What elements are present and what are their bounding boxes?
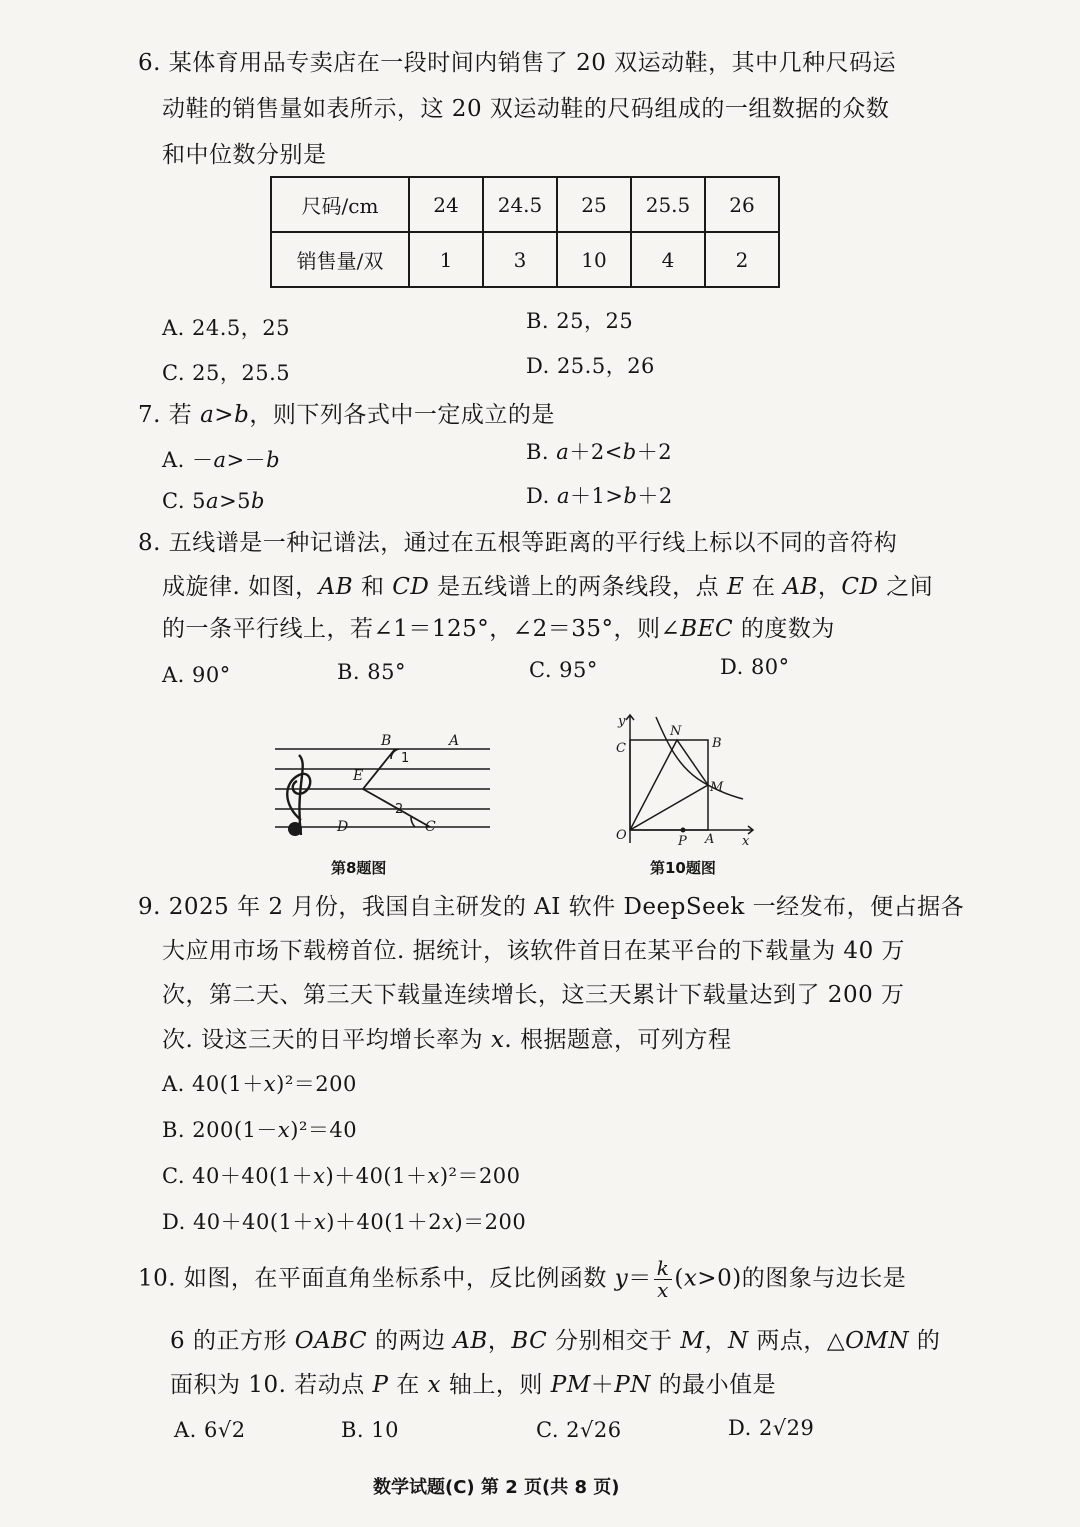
q9-text: )＋40(1＋2	[326, 1210, 443, 1234]
point-p	[681, 828, 686, 833]
q9-option-b: B. 200(1－x)²＝40	[162, 1118, 358, 1142]
label-o: O	[616, 828, 627, 843]
table-cell: 24	[409, 177, 483, 232]
note-head-icon	[288, 822, 302, 836]
label-e: E	[353, 768, 364, 784]
treble-clef-icon	[287, 755, 310, 835]
q8-text: 之间	[878, 574, 934, 600]
table-cell: 4	[631, 232, 705, 287]
q6-option-c: C. 25，25.5	[162, 361, 291, 385]
q10-text: 轴上，则	[441, 1372, 551, 1398]
q9-text: . 根据题意，可列方程	[504, 1027, 732, 1053]
q7-option-d-label: D.	[526, 484, 557, 508]
label-a: A	[705, 832, 715, 847]
figure-8-staff	[265, 725, 495, 845]
figure-10-caption: 第10题图	[650, 859, 716, 877]
square-oabc	[630, 740, 708, 830]
label-n: N	[670, 724, 682, 739]
q10-text: 的两边	[367, 1328, 454, 1354]
q8-option-b: B. 85°	[337, 660, 407, 684]
q9-stem-line1: 9. 2025 年 2 月份，我国自主研发的 AI 软件 DeepSeek 一经发布，便占据各	[138, 894, 965, 920]
table-cell: 10	[557, 232, 631, 287]
q9-text: )＋40(1＋	[325, 1164, 428, 1188]
label-b: B	[712, 736, 722, 751]
q8-option-a: A. 90°	[162, 663, 231, 687]
q9-stem-line4: 次. 设这三天的日平均增长率为 x. 根据题意，可列方程	[162, 1027, 732, 1053]
q9-text: 次. 设这三天的日平均增长率为	[162, 1027, 491, 1053]
q9-text: )＝200	[454, 1210, 527, 1234]
q7-stem: 7. 若 a>b，则下列各式中一定成立的是	[138, 402, 555, 428]
q7-option-a-label: A.	[162, 448, 193, 472]
fraction-k-over-x: $\frac{k}{x}$	[654, 1258, 673, 1301]
label-m: M	[710, 780, 724, 795]
q10-text: 分别相交于	[547, 1328, 681, 1354]
q9-option-a: A. 40(1＋x)²＝200	[162, 1072, 357, 1096]
q8-text: 成旋律. 如图，	[162, 574, 319, 600]
q10-text: 的最小值是	[650, 1372, 777, 1398]
q7-stem-pre: 7. 若	[138, 402, 201, 428]
q8-option-c: C. 95°	[529, 658, 598, 682]
q10-stem-line2: 6 的正方形 OABC 的两边 AB，BC 分别相交于 M，N 两点，△OMN 的	[170, 1328, 941, 1354]
q10-option-a: A. 6√2	[174, 1418, 246, 1442]
q9-text: )²＝200	[439, 1164, 521, 1188]
q10-option-b: B. 10	[341, 1418, 400, 1442]
q9-option-d: D. 40＋40(1＋x)＋40(1＋2x)＝200	[162, 1210, 527, 1234]
label-b: B	[381, 733, 392, 749]
table-cell: 26	[705, 177, 779, 232]
q7-option-b-label: B.	[526, 440, 557, 464]
q9-text: )²＝40	[290, 1118, 358, 1142]
table-cell: 25	[557, 177, 631, 232]
label-y: y	[618, 714, 626, 729]
q10-text: 面积为 10. 若动点	[170, 1372, 373, 1398]
q10-text: 两点，△	[748, 1328, 846, 1354]
table-cell: 25.5	[631, 177, 705, 232]
q9-text: B. 200(1－	[162, 1118, 278, 1142]
label-p: P	[678, 834, 687, 849]
angle-1-arc	[391, 749, 399, 759]
table-cell: 2	[705, 232, 779, 287]
q6-stem-line2: 动鞋的销售量如表所示，这 20 双运动鞋的尺码组成的一组数据的众数	[162, 96, 890, 122]
q7-option-d: D. a＋1>b＋2	[526, 484, 673, 508]
q8-stem-line3: 的一条平行线上，若∠1＝125°，∠2＝35°，则∠BEC 的度数为	[162, 616, 835, 642]
label-c: C	[425, 819, 436, 835]
q6-stem-line1: 6. 某体育用品专卖店在一段时间内销售了 20 双运动鞋，其中几种尺码运	[138, 50, 897, 76]
q10-stem-line1: 10. 如图，在平面直角坐标系中，反比例函数 y＝ $\frac{k}{x}$ (x>0)的图象与边长是	[138, 1256, 907, 1302]
table-row	[271, 232, 779, 287]
q9-stem-line3: 次，第二天、第三天下载量连续增长，这三天累计下载量达到了 200 万	[162, 982, 905, 1008]
q7-option-c-label: C.	[162, 489, 193, 513]
q10-option-c: C. 2√26	[536, 1418, 622, 1442]
figure-10-plot	[598, 705, 758, 855]
q7-option-c: C. 5a>5b	[162, 489, 265, 513]
q6-option-b: B. 25，25	[526, 309, 634, 333]
figure-8-caption: 第8题图	[331, 859, 387, 877]
label-a: A	[449, 733, 460, 749]
triangle-omn	[630, 740, 708, 830]
label-x: x	[742, 834, 750, 849]
q10-text: 在	[388, 1372, 428, 1398]
q8-option-d: D. 80°	[720, 655, 790, 679]
q10-text: 10. 如图，在平面直角坐标系中，反比例函数	[138, 1265, 615, 1292]
q10-text: 的图象与边长是	[741, 1265, 907, 1292]
q10-text: 的	[909, 1328, 941, 1354]
q9-text: D. 40＋40(1＋	[162, 1210, 314, 1234]
table-cell: 3	[483, 232, 557, 287]
label-angle-2: 2	[395, 802, 404, 817]
table-header-count: 销售量/双	[271, 232, 409, 287]
q8-text: 在	[744, 574, 784, 600]
q7-option-b: B. a＋2<b＋2	[526, 440, 673, 464]
q10-text: ，	[704, 1328, 728, 1354]
q10-option-d: D. 2√29	[728, 1416, 815, 1440]
table-row	[271, 177, 779, 232]
label-c: C	[616, 741, 626, 756]
q7-stem-post: ，则下列各式中一定成立的是	[249, 402, 555, 428]
table-cell: 24.5	[483, 177, 557, 232]
q8-stem-line2: 成旋律. 如图，AB 和 CD 是五线谱上的两条线段，点 E 在 AB，CD 之间	[162, 574, 934, 600]
q8-stem-line1: 8. 五线谱是一种记谱法，通过在五根等距离的平行线上标以不同的音符构	[138, 530, 898, 556]
table-header-size: 尺码/cm	[271, 177, 409, 232]
q8-text: 的一条平行线上，若∠1＝125°，∠2＝35°，则∠	[162, 616, 681, 642]
q8-text: 的度数为	[733, 616, 835, 642]
q8-text: 是五线谱上的两条线段，点	[429, 574, 727, 600]
q9-text: C. 40＋40(1＋	[162, 1164, 314, 1188]
q10-text: ，	[487, 1328, 512, 1354]
q10-stem-line3: 面积为 10. 若动点 P 在 x 轴上，则 PM＋PN 的最小值是	[170, 1372, 777, 1398]
page-footer: 数学试题(C) 第 2 页(共 8 页)	[373, 1477, 620, 1498]
shoe-size-table	[270, 176, 780, 288]
q8-text: 和	[353, 574, 393, 600]
q6-option-a: A. 24.5，25	[162, 316, 290, 340]
q9-text: A. 40(1＋	[162, 1072, 264, 1096]
table-cell: 1	[409, 232, 483, 287]
label-angle-1: 1	[401, 751, 410, 766]
q9-text: )²＝200	[276, 1072, 357, 1096]
q6-option-d: D. 25.5，26	[526, 354, 655, 378]
q9-stem-line2: 大应用市场下载榜首位. 据统计，该软件首日在某平台的下载量为 40 万	[162, 938, 906, 964]
q9-option-c: C. 40＋40(1＋x)＋40(1＋x)²＝200	[162, 1164, 521, 1188]
q10-text: 6 的正方形	[170, 1328, 295, 1354]
q6-stem-line3: 和中位数分别是	[162, 142, 327, 168]
q7-option-a: A. －a>－b	[162, 448, 281, 472]
q8-text: ，	[817, 574, 842, 600]
label-d: D	[337, 819, 349, 835]
